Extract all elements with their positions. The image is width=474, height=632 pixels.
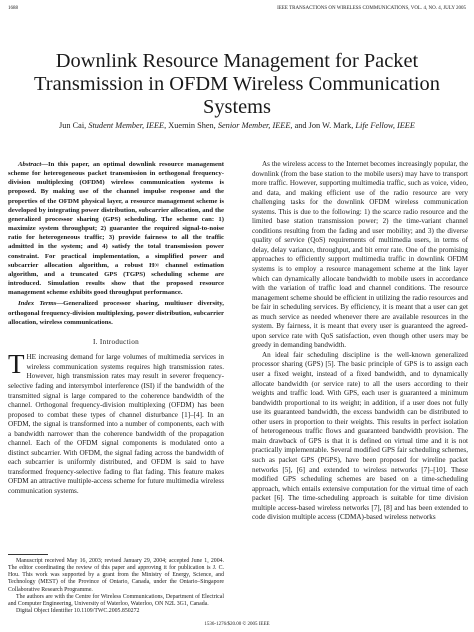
copyright-footer: 1536-1276/$20.00 © 2005 IEEE bbox=[204, 622, 270, 627]
abstract-text: —In this paper, an optimal downlink resource management scheme for heterogeneous packet transmission in orthogonal frequency-division multiplexing (OFDM) wireless communication systems is proposed. By making use of the channel impulse response and the properties of the OFDM physical layer, a resource management scheme is developed by integrating power distribution, subcarrier allocation, and the generalized processor sharing (GPS) scheduling. The scheme can: 1) maximize system throughput; 2) guarantee the required signal-to-noise ratio for heterogeneous traffic; 3) provide fairness to all the traffic admitted in the system; and 4) satisfy the total transmission power constraint. For practical implementation, a simplified power and subcarrier allocation algorithm, a robust H∞ channel estimation algorithm, and a truncated GPS (TGPS) scheduling scheme are introduced. Simulation results show that the proposed resource management scheme exhibits good throughput performance. bbox=[8, 161, 224, 297]
section-heading: I. Introduction bbox=[92, 337, 140, 346]
abstract bbox=[8, 160, 224, 297]
footnote-affiliation: The authors are with the Centre for Wireless Communications, Department of Electrical and Computer Engineering, University of Waterloo, Waterloo, ON N2L 3G1, Canada. bbox=[8, 593, 224, 607]
journal-name: IEEE TRANSACTIONS ON WIRELESS COMMUNICATIONS, VOL. 4, NO. 4, JULY 2005 bbox=[277, 5, 466, 11]
running-header bbox=[8, 3, 466, 13]
left-column bbox=[8, 160, 224, 497]
author-name: , and Jon W. Mark, bbox=[290, 121, 356, 130]
index-terms bbox=[8, 299, 224, 326]
body-paragraph: An ideal fair scheduling discipline is the well-known generalized processor sharing (GPS) [5]. The basic principle of GPS is to assign each user a fixed weight, instead of a fixed bandwidth, and to dynamically allocate bandwidth (or service rate) to all the users according to their weights and traffic load. With GPS, each user is guaranteed a minimum bandwidth proportional to its weight; in addition, if a user does not fully use its guaranteed bandwidth, the excess bandwidth can be distributed to other users in proportion to their weights. This results in perfect isolation of heterogeneous traffic flows and guaranteed bandwidth provision. The main drawback of GPS is that it is defined on virtual time and it is not practically implementable. Several modified GPS fair scheduling schemes, such as packet GPS (PGPS), have been proposed for wireline packet networks [5], [6] and extended to wireless networks [7]–[10]. These modified GPS scheduling schemes are based on a time-scheduling approach, which entails extensive computation for the virtual time of each packet [6]. The time-scheduling approach is suitable for time division multiple access-based wireless networks [7], [8] and has been extended to code division multiple access (CDMA)-based wireless networks bbox=[252, 350, 468, 522]
author-line bbox=[20, 121, 454, 131]
author-membership: Senior Member, IEEE bbox=[217, 121, 291, 130]
footnotes bbox=[8, 554, 224, 615]
author-name: Jun Cai, bbox=[59, 121, 89, 130]
page-number: 1688 bbox=[8, 5, 18, 11]
footnote-rule bbox=[8, 554, 48, 555]
index-terms-label: Index Terms bbox=[18, 300, 57, 308]
index-terms-text: —Generalized processor sharing, multiuser diversity, orthogonal frequency-division multiplexing, power distribution, subcarrier allocation, wireless communications. bbox=[8, 300, 224, 326]
drop-cap: T bbox=[8, 349, 25, 380]
abstract-label: Abstract bbox=[18, 161, 42, 168]
right-column bbox=[252, 160, 468, 523]
author-membership: Student Member, IEEE bbox=[88, 121, 165, 130]
author-name: , Xuemin Shen, bbox=[164, 121, 218, 130]
intro-text: HE increasing demand for large volumes of multimedia services in wireless communication systems requires high transmission rates. However, high transmission rates may result in severer frequency-selective fading and intersymbol interference (ISI) if the bandwidth of the transmitted signal is large compared to the coherence bandwidth of the channel. Orthogonal frequency-division multiplexing (OFDM) has been proposed to combat these types of channel disturbance [1]–[4]. In an OFDM, the signal is transformed into a number of components, each with a bandwidth narrower than the coherence bandwidth of the propagation channel. Each of the OFDM signal components is modulated onto a distinct subcarrier. With OFDM, the signal fading across the bandwidth of each subcarrier is uniformly distributed, and OFDM is said to have transformed frequency-selective fading to flat fading. This feature makes OFDM an attractive multiple-access scheme for future multimedia wireless communication systems. bbox=[8, 353, 224, 496]
author-membership: Life Fellow, IEEE bbox=[355, 121, 415, 130]
intro-paragraph bbox=[8, 349, 224, 496]
body-paragraph: As the wireless access to the Internet becomes increasingly popular, the downlink (from the base station to the mobile users) may have to transport more traffic. However, supporting multimedia traffic, such as voice, video, and data, and making efficient use of the radio resource are very challenging tasks for the downlink OFDM wireless communication systems. This is due to the following: 1) the scarce radio resource and the limited base station transmission power; 2) the time-variant channel conditions resulting from the fading and user mobility; and 3) the diverse quality of service (QoS) requirements of multimedia users, in terms of delay, delay variance, throughput, and bit error rate. One of the promising approaches to efficiently support multimedia traffic in downlink OFDM systems is to employ a resource management scheme at the link layer which can dynamically allocate bandwidth to mobile users in accordance with the variation of traffic load and channel conditions. The resource management scheme should be efficient in utilizing the radio resources and be fair in scheduling services. By efficiency, it is meant that a user can get as much service as needed whenever there are available resources in the system. By fairness, it is meant that every user is guaranteed the agreed-upon service rate with QoS satisfaction, even though other users may be greedy in demanding bandwidth. bbox=[252, 160, 468, 350]
footnote-manuscript: Manuscript received May 16, 2003; revised January 29, 2004; accepted June 1, 2004. The editor coordinating the review of this paper and approving it for publication is J. C. Hou. This work was supported by a grant from the Ministry of Energy, Science, and Technology (MEST) of the Province of Ontario, Canada, under the Ontario–Singapore Collaborative Research Programme. bbox=[8, 558, 224, 593]
footnote-doi: Digital Object Identifier 10.1109/TWC.2005.850272 bbox=[16, 608, 140, 615]
paper-title: Downlink Resource Management for Packet Transmission in OFDM Wireless Communication Systems bbox=[34, 50, 440, 118]
